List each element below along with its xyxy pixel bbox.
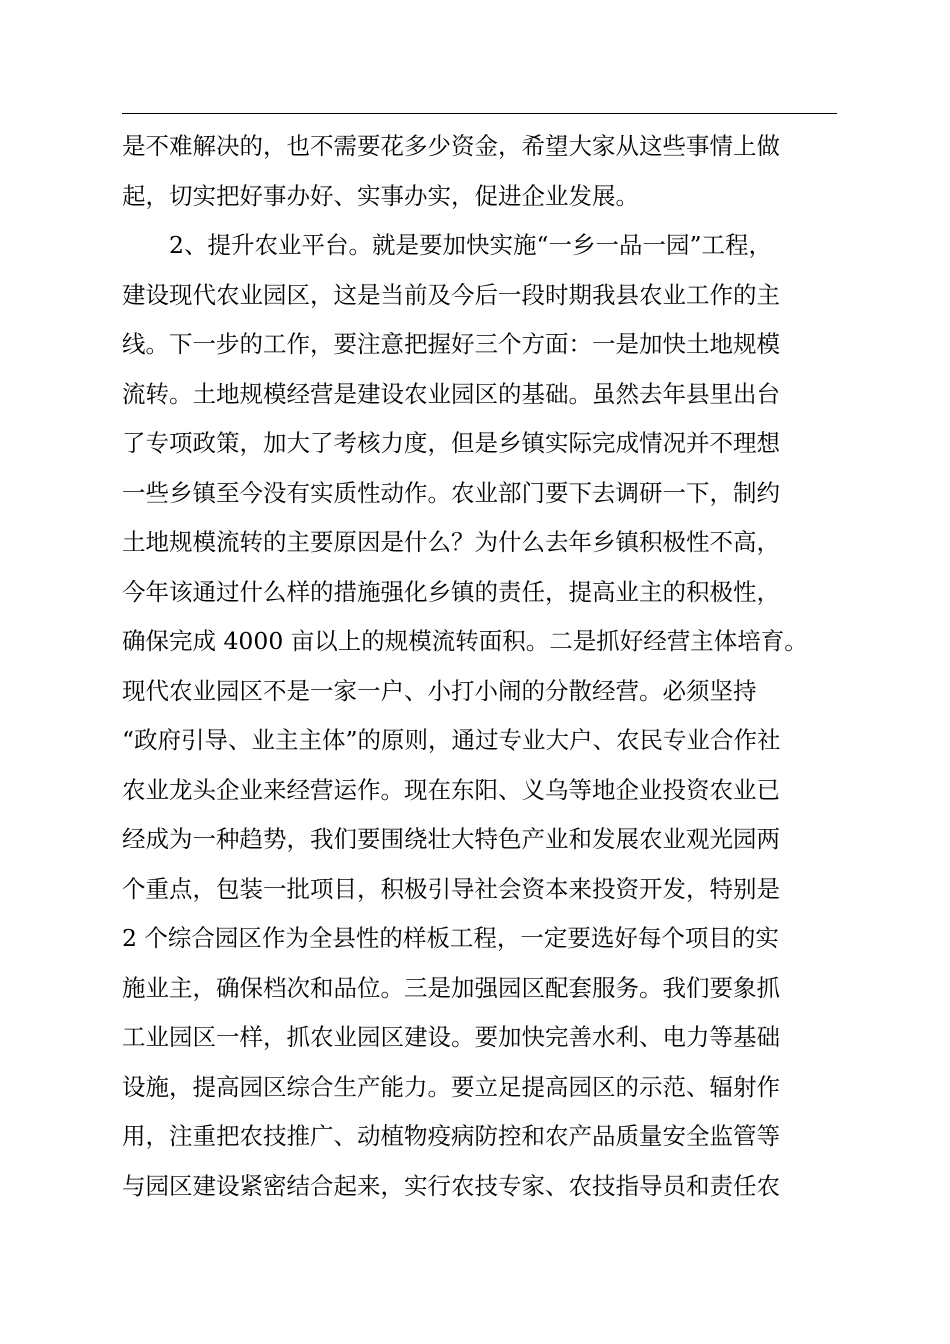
text-line: 个重点，包装一批项目，积极引导社会资本来投资开发，特别是 (122, 874, 780, 903)
text-line: 经成为一种趋势，我们要围绕壮大特色产业和发展农业观光园两 (122, 825, 780, 853)
text-line: 2 个综合园区作为全县性的样板工程，一定要选好每个项目的实 (122, 924, 779, 952)
text-line: 流转。土地规模经营是建设农业园区的基础。虽然去年县里出台 (122, 379, 780, 408)
text-line: 确保完成 4000 亩以上的规模流转面积。二是抓好经营主体培育。 (122, 627, 808, 655)
header-rule (122, 113, 837, 114)
text-line: 起，切实把好事办好、实事办实，促进企业发展。 (122, 181, 639, 210)
text-line: 与园区建设紧密结合起来，实行农技专家、农技指导员和责任农 (122, 1171, 780, 1200)
text-line: 农业龙头企业来经营运作。现在东阳、义乌等地企业投资农业已 (122, 775, 780, 804)
text-line: 一些乡镇至今没有实质性动作。农业部门要下去调研一下，制约 (122, 478, 780, 507)
text-line: 是不难解决的，也不需要花多少资金，希望大家从这些事情上做 (122, 132, 780, 160)
document-body (122, 122, 902, 1211)
text-line: 用，注重把农技推广、动植物疫病防控和农产品质量安全监管等 (122, 1122, 780, 1150)
text-line: 设施，提高园区综合生产能力。要立足提高园区的示范、辐射作 (122, 1072, 780, 1101)
text-line: 线。下一步的工作，要注意把握好三个方面：一是加快土地规模 (122, 330, 780, 358)
text-line: 现代农业园区不是一家一户、小打小闹的分散经营。必须坚持 (122, 676, 757, 705)
text-line: 了专项政策，加大了考核力度，但是乡镇实际完成情况并不理想 (122, 429, 780, 457)
text-line: 工业园区一样，抓农业园区建设。要加快完善水利、电力等基础 (122, 1023, 780, 1051)
text-line: “政府引导、业主主体”的原则，通过专业大户、农民专业合作社 (122, 726, 781, 754)
text-line: 今年该通过什么样的措施强化乡镇的责任，提高业主的积极性， (122, 577, 780, 606)
text-line: 土地规模流转的主要原因是什么？为什么去年乡镇积极性不高， (122, 528, 780, 556)
text-line: 施业主，确保档次和品位。三是加强园区配套服务。我们要象抓 (122, 973, 780, 1002)
section-heading-line: 2、提升农业平台。就是要加快实施“一乡一品一园”工程， (169, 231, 772, 259)
text-line: 建设现代农业园区，这是当前及今后一段时期我县农业工作的主 (122, 280, 780, 309)
